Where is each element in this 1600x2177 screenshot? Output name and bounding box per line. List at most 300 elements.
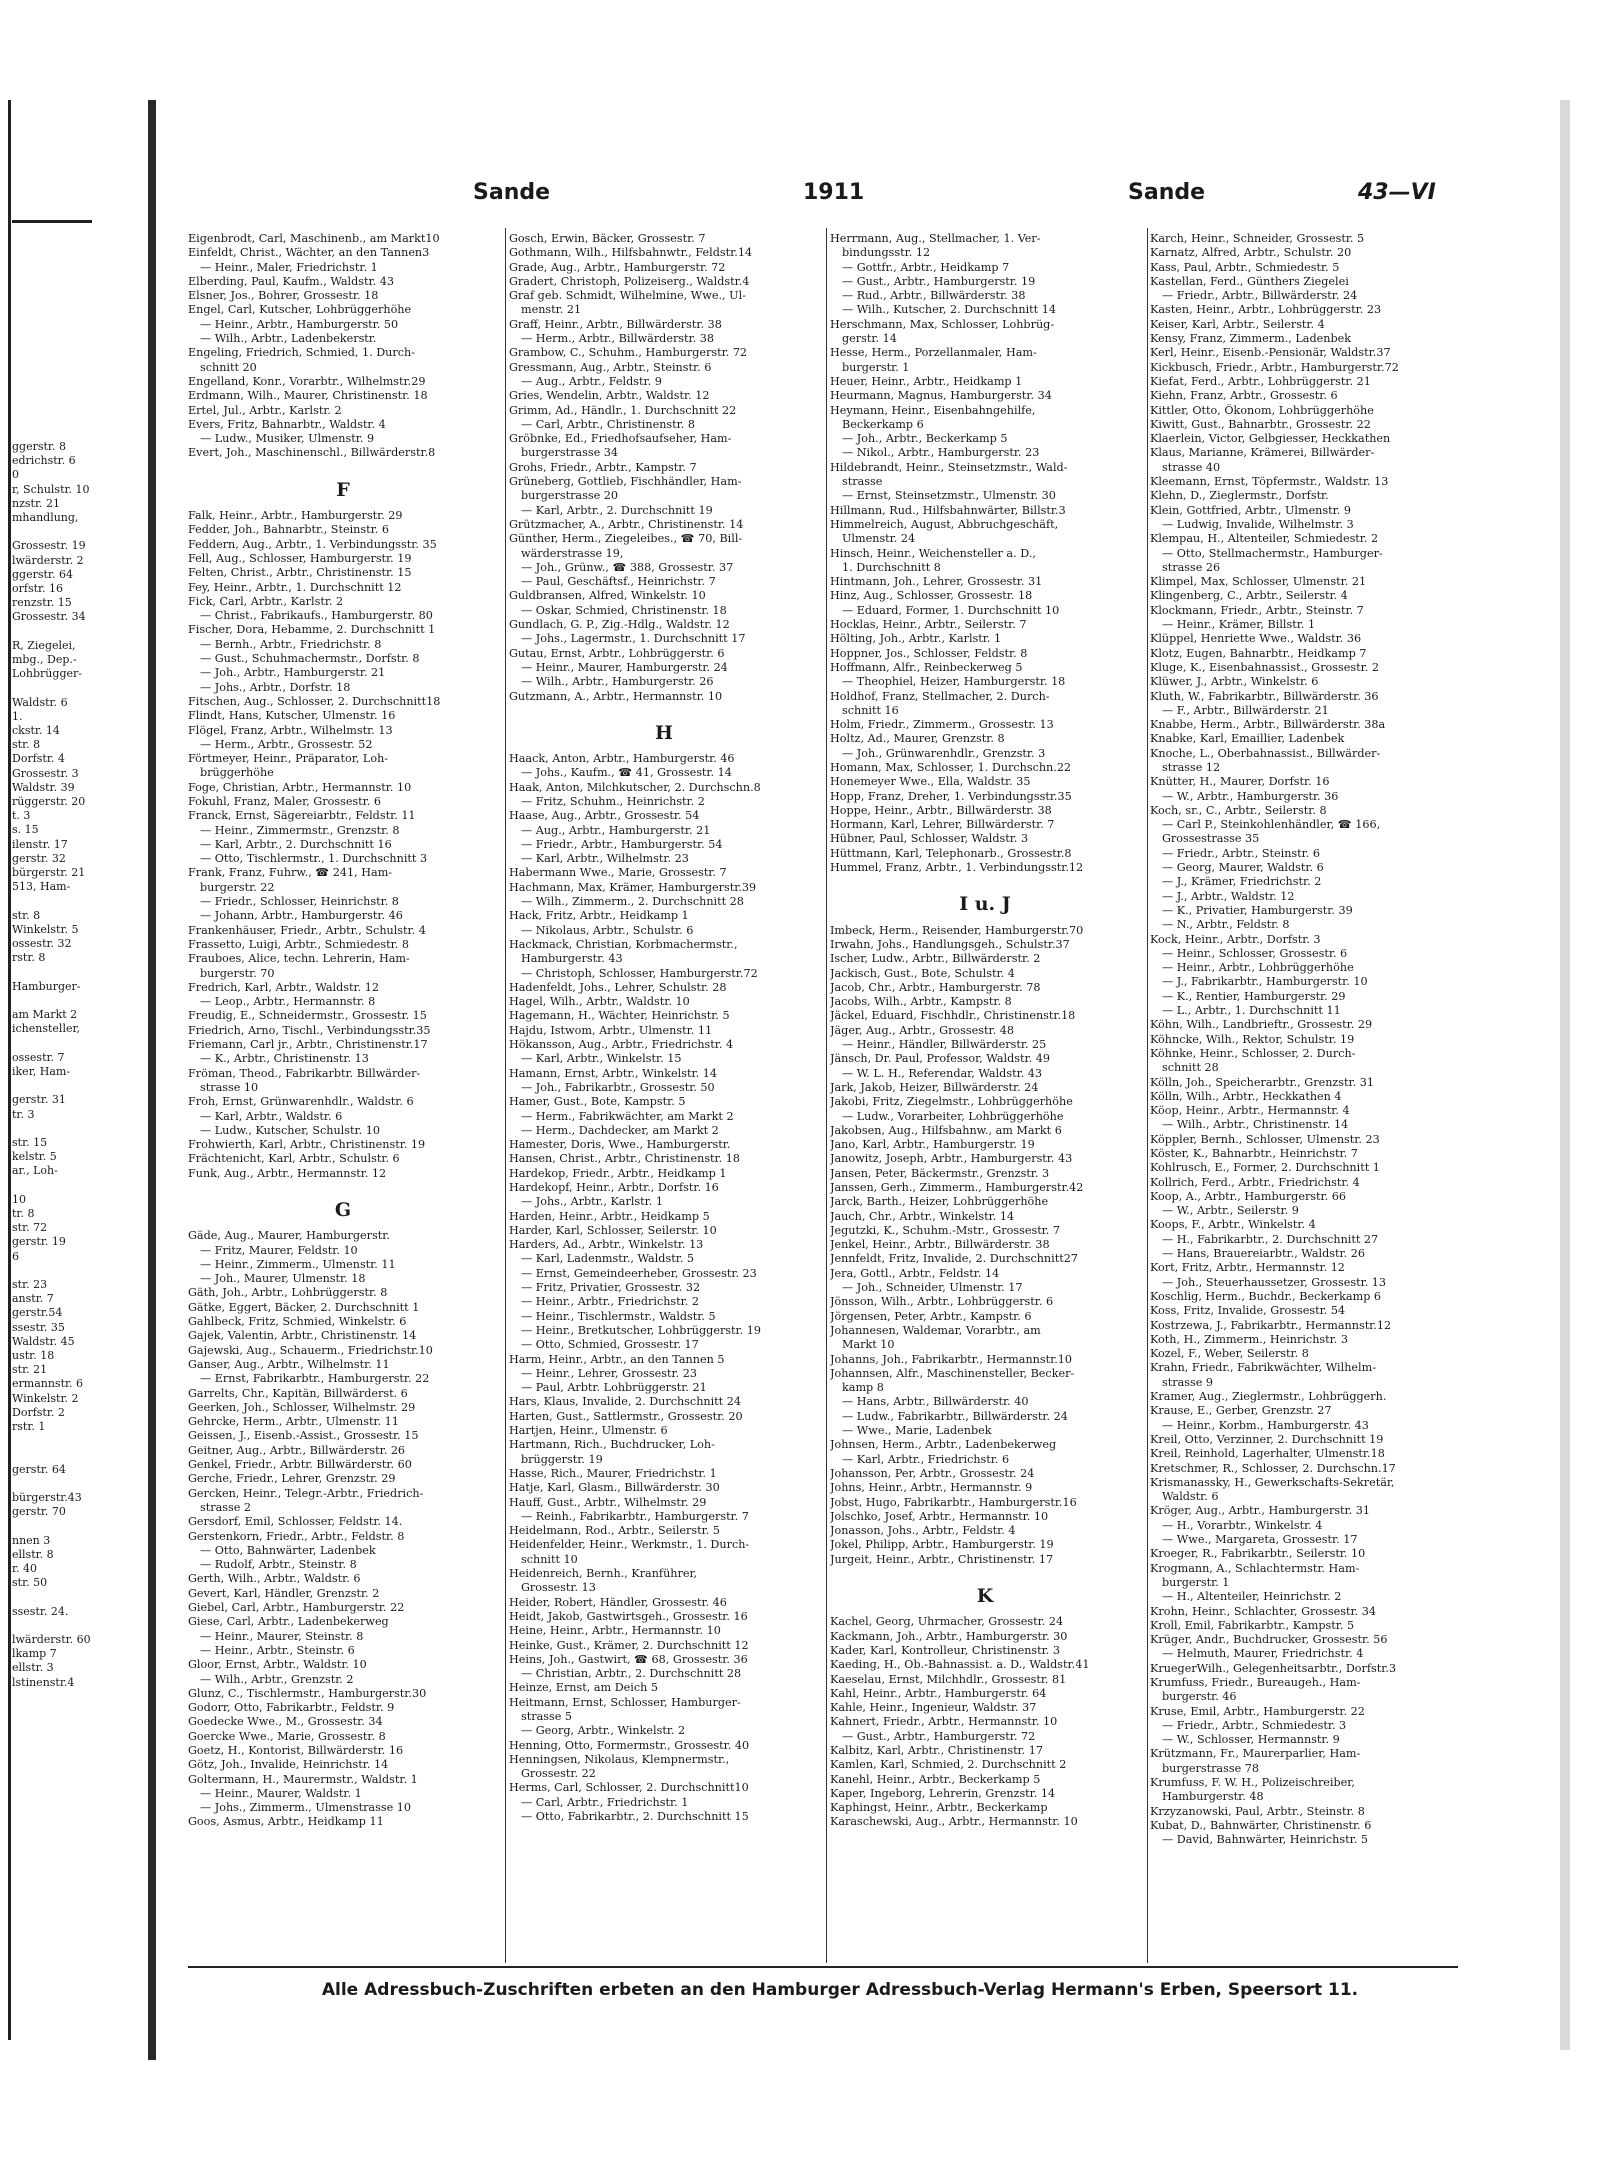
directory-entry: Jäger, Aug., Arbtr., Grossestr. 48: [830, 1023, 1014, 1037]
directory-entry: — Paul, Arbtr. Lohbrüggerstr. 21: [521, 1381, 707, 1395]
directory-entry: strasse 2: [200, 1500, 252, 1514]
directory-entry: Knabke, Karl, Emaillier, Ladenbek: [1150, 732, 1345, 746]
directory-entry: Frank, Franz, Fuhrw., ☎ 241, Ham-: [188, 866, 393, 880]
directory-entry: — Hans, Arbtr., Billwärderstr. 40: [842, 1395, 1029, 1409]
directory-entry: Harders, Ad., Arbtr., Winkelstr. 13: [509, 1238, 704, 1252]
edge-fragment: [12, 1037, 122, 1051]
directory-entry: Klaerlein, Victor, Gelbgiesser, Heckkathen: [1150, 432, 1391, 446]
edge-fragment: gerstr. 19: [12, 1235, 66, 1249]
edge-fragment: gerstr.54: [12, 1306, 63, 1320]
directory-entry: — Johs., Arbtr., Dorfstr. 18: [200, 680, 351, 694]
directory-entry: — Friedr., Schlosser, Heinrichstr. 8: [200, 895, 399, 909]
directory-entry: Gätke, Eggert, Bäcker, 2. Durchschnitt 1: [188, 1300, 420, 1314]
edge-fragment: str. 8: [12, 908, 41, 922]
directory-entry: — K., Arbtr., Christinenstr. 13: [200, 1052, 369, 1066]
directory-entry: Kickbusch, Friedr., Arbtr., Hamburgerstr.72: [1150, 360, 1399, 374]
edge-fragment: nzstr. 21: [12, 496, 60, 510]
directory-entry: schnitt 20: [200, 360, 257, 374]
directory-entry: Hansen, Christ., Arbtr., Christinenstr. 18: [509, 1152, 741, 1166]
directory-entry: Frächtenicht, Karl, Arbtr., Schulstr. 6: [188, 1152, 400, 1166]
directory-entry: burgerstr. 1: [842, 360, 910, 374]
directory-entry: Gäth, Joh., Arbtr., Lohbrüggerstr. 8: [188, 1286, 388, 1300]
directory-entry: — Johs., Arbtr., Karlstr. 1: [521, 1195, 663, 1209]
edge-fragment: [12, 1179, 122, 1193]
directory-entry: Jansen, Peter, Bäckermstr., Grenzstr. 3: [830, 1166, 1050, 1180]
directory-entry: — Karl, Arbtr., Friedrichstr. 6: [842, 1452, 1010, 1466]
directory-entry: Ischer, Ludw., Arbtr., Billwärderstr. 2: [830, 952, 1041, 966]
directory-entry: — Otto, Bahnwärter, Ladenbek: [200, 1543, 376, 1557]
directory-entry: Kollrich, Ferd., Arbtr., Friedrichstr. 4: [1150, 1175, 1360, 1189]
directory-entry: Jörgensen, Peter, Arbtr., Kampstr. 6: [830, 1309, 1032, 1323]
directory-entry: Fokuhl, Franz, Maler, Grossestr. 6: [188, 794, 382, 808]
directory-entry: — Heinr., Tischlermstr., Waldstr. 5: [521, 1309, 716, 1323]
directory-entry: Hars, Klaus, Invalide, 2. Durchschnitt 24: [509, 1395, 741, 1409]
directory-entry: — Friedr., Arbtr., Billwärderstr. 24: [1162, 289, 1358, 303]
directory-entry: Gahlbeck, Fritz, Schmied, Winkelstr. 6: [188, 1315, 407, 1329]
section-letter: F: [336, 478, 350, 501]
edge-fragment: [12, 625, 122, 639]
directory-entry: Kretschmer, R., Schlosser, 2. Durchschn.17: [1150, 1461, 1396, 1475]
directory-entry: Grade, Aug., Arbtr., Hamburgerstr. 72: [509, 260, 726, 274]
directory-entry: Johnsen, Herm., Arbtr., Ladenbekerweg: [830, 1438, 1057, 1452]
directory-entry: Gressmann, Aug., Arbtr., Steinstr. 6: [509, 360, 712, 374]
directory-entry: Falk, Heinr., Arbtr., Hamburgerstr. 29: [188, 509, 403, 523]
directory-entry: — Joh., Steuerhaussetzer, Grossestr. 13: [1162, 1275, 1387, 1289]
directory-entry: Franck, Ernst, Sägereiarbtr., Feldstr. 11: [188, 809, 416, 823]
directory-entry: — Oskar, Schmied, Christinenstr. 18: [521, 603, 727, 617]
directory-entry: Hesse, Herm., Porzellanmaler, Ham-: [830, 346, 1037, 360]
edge-fragment: 10: [12, 1192, 26, 1206]
directory-entry: — Heinr., Maler, Friedrichstr. 1: [200, 260, 378, 274]
directory-entry: — Gust., Arbtr., Hamburgerstr. 72: [842, 1729, 1036, 1743]
directory-entry: — Christian, Arbtr., 2. Durchschnitt 28: [521, 1667, 742, 1681]
directory-entry: — Georg, Maurer, Waldstr. 6: [1162, 861, 1324, 875]
directory-entry: — Hans, Brauereiarbtr., Waldstr. 26: [1162, 1247, 1365, 1261]
directory-entry: Honemeyer Wwe., Ella, Waldstr. 35: [830, 775, 1031, 789]
directory-entry: — W., Schlosser, Hermannstr. 9: [1162, 1733, 1340, 1747]
directory-entry: Koch, sr., C., Arbtr., Seilerstr. 8: [1150, 803, 1327, 817]
directory-entry: Jäckel, Eduard, Fischhdlr., Christinenstr.18: [830, 1009, 1076, 1023]
directory-entry: Hüttmann, Karl, Telephonarb., Grossestr.8: [830, 846, 1072, 860]
directory-entry: Hildebrandt, Heinr., Steinsetzmstr., Wald-: [830, 460, 1068, 474]
edge-fragment: rüggerstr. 20: [12, 795, 86, 809]
directory-entry: — Joh., Grünwarenhdlr., Grenzstr. 3: [842, 746, 1046, 760]
directory-entry: Kroeger, R., Fabrikarbtr., Seilerstr. 10: [1150, 1547, 1366, 1561]
directory-entry: brüggerstr. 19: [521, 1452, 603, 1466]
directory-entry: Hagel, Wilh., Arbtr., Waldstr. 10: [509, 995, 690, 1009]
directory-entry: — Ernst, Fabrikarbtr., Hamburgerstr. 22: [200, 1372, 430, 1386]
directory-entry: Klingenberg, C., Arbtr., Seilerstr. 4: [1150, 589, 1348, 603]
edge-fragment: am Markt 2: [12, 1008, 78, 1022]
edge-fragment: s. 15: [12, 823, 39, 837]
directory-entry: — W. L. H., Referendar, Waldstr. 43: [842, 1066, 1043, 1080]
directory-entry: Waldstr. 6: [1162, 1490, 1219, 1504]
directory-entry: Erdmann, Wilh., Maurer, Christinenstr. 18: [188, 389, 428, 403]
directory-entry: — Gust., Schuhmachermstr., Dorfstr. 8: [200, 652, 420, 666]
directory-entry: Giebel, Carl, Arbtr., Hamburgerstr. 22: [188, 1601, 405, 1615]
directory-entry: Geerken, Joh., Schlosser, Wilhelmstr. 29: [188, 1400, 416, 1414]
directory-entry: Fischer, Dora, Hebamme, 2. Durchschnitt 1: [188, 623, 436, 637]
directory-entry: Kröger, Aug., Arbtr., Hamburgerstr. 31: [1150, 1504, 1371, 1518]
directory-entry: Haak, Anton, Milchkutscher, 2. Durchschn.8: [509, 780, 761, 794]
directory-entry: Genkel, Friedr., Arbtr. Billwärderstr. 60: [188, 1458, 412, 1472]
directory-entry: — Georg, Arbtr., Winkelstr. 2: [521, 1724, 686, 1738]
directory-entry: Holdhof, Franz, Stellmacher, 2. Durch-: [830, 689, 1050, 703]
edge-fragment: str. 72: [12, 1221, 48, 1235]
directory-entry: Foge, Christian, Arbtr., Hermannstr. 10: [188, 780, 412, 794]
directory-entry: Gäde, Aug., Maurer, Hamburgerstr.: [188, 1229, 390, 1243]
directory-entry: Heidt, Jakob, Gastwirtsgeh., Grossestr. 16: [509, 1609, 748, 1623]
directory-entry: Gajewski, Aug., Schauerm., Friedrichstr.10: [188, 1343, 433, 1357]
directory-entry: Gries, Wendelin, Arbtr., Waldstr. 12: [509, 389, 710, 403]
directory-entry: Evert, Joh., Maschinenschl., Billwärderstr.8: [188, 446, 436, 460]
edge-fragment: lkamp 7: [12, 1647, 57, 1661]
directory-entry: Klüwer, J., Arbtr., Winkelstr. 6: [1150, 675, 1319, 689]
directory-entry: Heuer, Heinr., Arbtr., Heidkamp 1: [830, 374, 1023, 388]
directory-entry: Johannsen, Alfr., Maschinensteller, Becker-: [830, 1366, 1075, 1380]
directory-entry: Jacob, Chr., Arbtr., Hamburgerstr. 78: [830, 980, 1041, 994]
directory-entry: Köster, K., Bahnarbtr., Heinrichstr. 7: [1150, 1147, 1358, 1160]
directory-entry: Grützmacher, A., Arbtr., Christinenstr. 14: [509, 517, 744, 531]
directory-entry: Krumfuss, F. W. H., Polizeischreiber,: [1150, 1776, 1355, 1790]
directory-entry: Frohwierth, Karl, Arbtr., Christinenstr. 19: [188, 1138, 426, 1152]
directory-entry: Koops, F., Arbtr., Winkelstr. 4: [1150, 1218, 1316, 1232]
directory-entry: — Bernh., Arbtr., Friedrichstr. 8: [200, 637, 382, 651]
directory-entry: strasse: [842, 475, 883, 489]
directory-entry: — Joh., Maurer, Ulmenstr. 18: [200, 1272, 366, 1286]
directory-entry: Hillmann, Rud., Hilfsbahnwärter, Billstr.3: [830, 503, 1066, 517]
directory-entry: Kort, Fritz, Arbtr., Hermannstr. 12: [1150, 1261, 1345, 1275]
directory-entry: Elsner, Jos., Bohrer, Grossestr. 18: [188, 289, 379, 303]
directory-entry: — Heinr., Maurer, Waldstr. 1: [200, 1786, 362, 1800]
directory-entry: — Johs., Kaufm., ☎ 41, Grossestr. 14: [521, 766, 732, 780]
directory-entry: Köppler, Bernh., Schlosser, Ulmenstr. 23: [1150, 1132, 1380, 1146]
directory-entry: Kamlen, Karl, Schmied, 2. Durchschnitt 2: [830, 1758, 1067, 1772]
directory-entry: — J., Fabrikarbtr., Hamburgerstr. 10: [1162, 975, 1368, 989]
directory-entry: — Joh., Arbtr., Hamburgerstr. 21: [200, 666, 386, 680]
directory-entry: Frassetto, Luigi, Arbtr., Schmiedestr. 8: [188, 937, 409, 951]
directory-entry: Kalbitz, Karl, Arbtr., Christinenstr. 17: [830, 1743, 1044, 1757]
directory-entry: — Theophiel, Heizer, Hamburgerstr. 18: [842, 675, 1066, 689]
directory-entry: — Ludw., Fabrikarbtr., Billwärderstr. 24: [842, 1409, 1068, 1423]
directory-entry: — Gust., Arbtr., Hamburgerstr. 19: [842, 274, 1036, 288]
directory-entry: — Herm., Fabrikwächter, am Markt 2: [521, 1109, 734, 1123]
edge-fragment: 513, Ham-: [12, 880, 71, 894]
edge-fragment: Winkelstr. 2: [12, 1391, 79, 1405]
directory-entry: — Joh., Schneider, Ulmenstr. 17: [842, 1281, 1023, 1295]
directory-entry: Hübner, Paul, Schlosser, Waldstr. 3: [830, 832, 1029, 846]
directory-entry: Götz, Joh., Invalide, Heinrichstr. 14: [188, 1758, 389, 1772]
directory-entry: Kasten, Heinr., Arbtr., Lohbrüggerstr. 23: [1150, 303, 1382, 317]
directory-entry: — Karl, Arbtr., Winkelstr. 15: [521, 1052, 682, 1066]
edge-fragment: [12, 1079, 122, 1093]
edge-fragment: ossestr. 7: [12, 1050, 65, 1064]
directory-entry: Feddern, Aug., Arbtr., 1. Verbindungsstr. 35: [188, 537, 437, 551]
edge-fragment: orfstr. 16: [12, 582, 64, 596]
directory-entry: Jakobi, Fritz, Ziegelmstr., Lohbrüggerhöhe: [830, 1095, 1073, 1109]
edge-fragment: [12, 1590, 122, 1604]
directory-entry: Hormann, Karl, Lehrer, Billwärderstr. 7: [830, 818, 1055, 832]
directory-entry: Holtz, Ad., Maurer, Grenzstr. 8: [830, 732, 1005, 746]
directory-entry: Heitmann, Ernst, Schlosser, Hamburger-: [509, 1695, 741, 1709]
directory-entry: Frankenhäuser, Friedr., Arbtr., Schulstr. 4: [188, 923, 426, 937]
directory-entry: Jenkel, Heinr., Arbtr., Billwärderstr. 38: [830, 1238, 1050, 1252]
directory-entry: KruegerWilh., Gelegenheitsarbtr., Dorfstr.3: [1150, 1661, 1397, 1675]
directory-entry: Kroll, Emil, Fabrikarbtr., Kampstr. 5: [1150, 1618, 1355, 1632]
edge-fragment: mhandlung,: [12, 511, 79, 525]
directory-entry: Hölting, Joh., Arbtr., Karlstr. 1: [830, 632, 1002, 646]
directory-entry: Kahl, Heinr., Arbtr., Hamburgerstr. 64: [830, 1686, 1047, 1700]
directory-entry: Johanns, Joh., Fabrikarbtr., Hermannstr.10: [830, 1352, 1073, 1366]
edge-fragment: Lohbrügger-: [12, 667, 82, 681]
directory-entry: Grohs, Friedr., Arbtr., Kampstr. 7: [509, 460, 697, 474]
directory-entry: — Ernst, Steinsetzmstr., Ulmenstr. 30: [842, 489, 1056, 503]
directory-entry: Kreil, Otto, Verzinner, 2. Durchschnitt 19: [1150, 1432, 1384, 1446]
directory-entry: — Heinr., Arbtr., Lohbrüggerhöhe: [1162, 961, 1354, 975]
directory-entry: — Wilh., Arbtr., Hamburgerstr. 26: [521, 675, 714, 689]
edge-fragment: [12, 1434, 122, 1448]
directory-entry: — Fritz, Schuhm., Heinrichstr. 2: [521, 794, 705, 808]
edge-fragment: [12, 1477, 122, 1491]
directory-entry: — Herm., Arbtr., Billwärderstr. 38: [521, 332, 714, 346]
directory-entry: Gloor, Ernst, Arbtr., Waldstr. 10: [188, 1658, 367, 1672]
directory-entry: Hoppner, Jos., Schlosser, Feldstr. 8: [830, 646, 1028, 660]
directory-entry: Krismanassky, H., Gewerkschafts-Sekretär,: [1150, 1475, 1395, 1489]
directory-entry: Jera, Gottl., Arbtr., Feldstr. 14: [830, 1266, 1000, 1280]
edge-fragment: ckstr. 14: [12, 724, 60, 738]
directory-entry: — Wilh., Zimmerm., 2. Durchschnitt 28: [521, 895, 744, 909]
directory-entry: Froh, Ernst, Grünwarenhdlr., Waldstr. 6: [188, 1095, 414, 1109]
directory-entry: burgerstr. 1: [1162, 1575, 1230, 1589]
directory-entry: — Helmuth, Maurer, Friedrichstr. 4: [1162, 1647, 1364, 1661]
directory-entry: Gersdorf, Emil, Schlosser, Feldstr. 14.: [188, 1515, 403, 1529]
directory-entry: — Karl, Arbtr., 2. Durchschnitt 16: [200, 837, 392, 851]
directory-entry: Friedrich, Arno, Tischl., Verbindungsstr.35: [188, 1023, 431, 1037]
directory-entry: Hintmann, Joh., Lehrer, Grossestr. 31: [830, 575, 1043, 589]
edge-fragment: [12, 966, 122, 980]
section-letter: K: [976, 1585, 994, 1608]
directory-entry: strasse 9: [1162, 1375, 1214, 1389]
edge-fragment: Dorfstr. 4: [12, 752, 65, 766]
directory-entry: Giese, Carl, Arbtr., Ladenbekerweg: [188, 1615, 389, 1629]
directory-entry: — Nikol., Arbtr., Hamburgerstr. 23: [842, 446, 1040, 460]
directory-entry: Krützmann, Fr., Maurerparlier, Ham-: [1150, 1747, 1361, 1761]
directory-entry: Henning, Otto, Formermstr., Grossestr. 40: [509, 1738, 750, 1752]
directory-entry: — Carl, Arbtr., Friedrichstr. 1: [521, 1795, 689, 1809]
directory-entry: — Fritz, Privatier, Grossestr. 32: [521, 1281, 701, 1295]
directory-entry: strasse 10: [200, 1080, 259, 1094]
directory-entry: Kittler, Otto, Ökonom, Lohbrüggerhöhe: [1150, 403, 1374, 417]
directory-entry: — Reinh., Fabrikarbtr., Hamburgerstr. 7: [521, 1509, 749, 1523]
directory-entry: Hackmack, Christian, Korbmachermstr.,: [509, 937, 738, 951]
directory-entry: — Aug., Arbtr., Hamburgerstr. 21: [521, 823, 711, 837]
directory-entry: Kanehl, Heinr., Arbtr., Beckerkamp 5: [830, 1772, 1041, 1786]
edge-fragment: kelstr. 5: [12, 1150, 57, 1164]
directory-entry: Harm, Heinr., Arbtr., an den Tannen 5: [509, 1352, 725, 1366]
directory-entry: Elberding, Paul, Kaufm., Waldstr. 43: [188, 274, 394, 288]
directory-entry: burgerstr. 46: [1162, 1690, 1237, 1704]
directory-entry: Heider, Robert, Händler, Grossestr. 46: [509, 1595, 727, 1609]
directory-column-4: [1150, 232, 1460, 1962]
directory-entry: Heinke, Gust., Krämer, 2. Durchschnitt 12: [509, 1638, 749, 1652]
edge-fragment: rstr. 8: [12, 951, 46, 965]
directory-entry: Graff, Heinr., Arbtr., Billwärderstr. 38: [509, 317, 722, 331]
directory-entry: — Rud., Arbtr., Billwärderstr. 38: [842, 289, 1026, 303]
edge-fragment: renzstr. 15: [12, 596, 72, 610]
directory-entry: bindungsstr. 12: [842, 246, 931, 260]
directory-entry: — Ludwig, Invalide, Wilhelmstr. 3: [1162, 517, 1354, 531]
directory-entry: Hauff, Gust., Arbtr., Wilhelmstr. 29: [509, 1495, 707, 1509]
directory-entry: — Fritz, Maurer, Feldstr. 10: [200, 1243, 358, 1257]
directory-entry: Jokel, Philipp, Arbtr., Hamburgerstr. 19: [830, 1538, 1054, 1552]
directory-entry: Godorr, Otto, Fabrikarbtr., Feldstr. 9: [188, 1701, 395, 1715]
left-page-rule: [12, 220, 92, 223]
directory-entry: Hatje, Karl, Glasm., Billwärderstr. 30: [509, 1481, 720, 1495]
directory-entry: Imbeck, Herm., Reisender, Hamburgerstr.70: [830, 923, 1084, 937]
edge-fragment: [12, 1519, 122, 1533]
header-year: 1911: [803, 180, 865, 205]
directory-entry: Knoche, L., Oberbahnassist., Billwärder-: [1150, 746, 1381, 760]
directory-entry: — Herm., Dachdecker, am Markt 2: [521, 1123, 719, 1137]
directory-entry: Hökansson, Aug., Arbtr., Friedrichstr. 4: [509, 1038, 734, 1052]
directory-entry: — Eduard, Former, 1. Durchschnitt 10: [842, 603, 1060, 617]
footer-rule: [188, 1966, 1458, 1968]
directory-entry: Kass, Paul, Arbtr., Schmiedestr. 5: [1150, 260, 1340, 274]
directory-entry: Knabbe, Herm., Arbtr., Billwärderstr. 38a: [1150, 718, 1386, 732]
directory-entry: Hinsch, Heinr., Weichensteller a. D.,: [830, 546, 1036, 560]
directory-entry: Kackmann, Joh., Arbtr., Hamburgerstr. 30: [830, 1629, 1068, 1643]
directory-entry: burgerstr. 22: [200, 880, 275, 894]
directory-entry: Johannesen, Waldemar, Vorarbtr., am: [830, 1323, 1041, 1337]
directory-entry: Habermann Wwe., Marie, Grossestr. 7: [509, 866, 727, 880]
directory-entry: schnitt 16: [842, 703, 899, 717]
directory-entry: Markt 10: [842, 1338, 895, 1352]
directory-entry: Jarck, Barth., Heizer, Lohbrüggerhöhe: [830, 1195, 1049, 1209]
edge-fragment: Waldstr. 45: [12, 1334, 75, 1348]
directory-entry: schnitt 28: [1162, 1061, 1219, 1075]
directory-entry: menstr. 21: [521, 303, 582, 317]
directory-entry: Friemann, Carl jr., Arbtr., Christinenstr.17: [188, 1038, 428, 1052]
directory-entry: — H., Altenteiler, Heinrichstr. 2: [1162, 1590, 1342, 1604]
directory-entry: Hinz, Aug., Schlosser, Grossestr. 18: [830, 589, 1033, 603]
directory-entry: Kölln, Wilh., Arbtr., Heckkathen 4: [1150, 1089, 1342, 1103]
directory-entry: Jurgeit, Heinr., Arbtr., Christinenstr. 17: [830, 1552, 1054, 1566]
directory-entry: — J., Arbtr., Waldstr. 12: [1162, 889, 1295, 903]
running-header: [188, 180, 1458, 214]
directory-entry: — Karl, Arbtr., Wilhelmstr. 23: [521, 852, 689, 866]
directory-entry: — Heinr., Maurer, Steinstr. 8: [200, 1629, 364, 1643]
directory-entry: Haack, Anton, Arbtr., Hamburgerstr. 46: [509, 752, 735, 766]
directory-entry: — Otto, Schmied, Grossestr. 17: [521, 1338, 699, 1352]
directory-entry: — Gottfr., Arbtr., Heidkamp 7: [842, 260, 1010, 274]
edge-fragment: r, Schulstr. 10: [12, 482, 90, 496]
directory-entry: Keiser, Karl, Arbtr., Seilerstr. 4: [1150, 317, 1325, 331]
directory-entry: Klein, Gottfried, Arbtr., Ulmenstr. 9: [1150, 503, 1351, 517]
edge-fragment: str. 23: [12, 1277, 48, 1291]
edge-fragment: ilenstr. 17: [12, 837, 68, 851]
directory-entry: Beckerkamp 6: [842, 417, 924, 431]
directory-entry: Jano, Karl, Arbtr., Hamburgerstr. 19: [830, 1138, 1035, 1152]
directory-entry: Kaphingst, Heinr., Arbtr., Beckerkamp: [830, 1801, 1048, 1815]
directory-entry: burgerstrasse 20: [521, 489, 618, 503]
edge-fragment: [12, 1264, 122, 1278]
edge-fragment: 0: [12, 468, 19, 482]
directory-entry: Guldbransen, Alfred, Winkelstr. 10: [509, 589, 706, 603]
directory-entry: Hasse, Rich., Maurer, Friedrichstr. 1: [509, 1466, 717, 1480]
directory-entry: — Herm., Arbtr., Grossestr. 52: [200, 737, 373, 751]
directory-entry: burgerstrasse 78: [1162, 1761, 1259, 1775]
directory-entry: — Nikolaus, Arbtr., Schulstr. 6: [521, 923, 694, 937]
directory-entry: — Wilh., Arbtr., Christinenstr. 14: [1162, 1118, 1349, 1132]
directory-entry: Gevert, Karl, Händler, Grenzstr. 2: [188, 1586, 380, 1600]
directory-entry: Ulmenstr. 24: [842, 532, 916, 546]
directory-entry: Henningsen, Nikolaus, Klempnermstr.,: [509, 1752, 730, 1766]
directory-entry: Kruse, Emil, Arbtr., Hamburgerstr. 22: [1150, 1704, 1365, 1718]
directory-entry: — Otto, Tischlermstr., 1. Durchschnitt 3: [200, 852, 428, 866]
edge-fragment: ermannstr. 6: [12, 1377, 84, 1391]
binding-spine: [148, 100, 156, 2060]
directory-entry: — Friedr., Arbtr., Schmiedestr. 3: [1162, 1718, 1347, 1732]
directory-entry: Heidenreich, Bernh., Kranführer,: [509, 1567, 698, 1581]
directory-entry: — Heinr., Arbtr., Friedrichstr. 2: [521, 1295, 700, 1309]
directory-entry: Kensy, Franz, Zimmerm., Ladenbek: [1150, 332, 1352, 346]
directory-entry: Jark, Jakob, Heizer, Billwärderstr. 24: [830, 1080, 1039, 1094]
directory-entry: Kahle, Heinr., Ingenieur, Waldstr. 37: [830, 1701, 1037, 1715]
directory-entry: — Rudolf, Arbtr., Steinstr. 8: [200, 1558, 357, 1572]
edge-fragment: nnen 3: [12, 1533, 51, 1547]
directory-entry: 1. Durchschnitt 8: [842, 560, 941, 574]
directory-entry: Jonasson, Johs., Arbtr., Feldstr. 4: [830, 1524, 1016, 1538]
directory-entry: Klimpel, Max, Schlosser, Ulmenstr. 21: [1150, 575, 1367, 589]
directory-entry: Herrmann, Aug., Stellmacher, 1. Ver-: [830, 232, 1041, 245]
directory-entry: Hamester, Doris, Wwe., Hamburgerstr.: [509, 1138, 731, 1152]
directory-entry: strasse 40: [1162, 460, 1221, 474]
directory-entry: burgerstr. 70: [200, 966, 275, 980]
edge-fragment: gerstr. 32: [12, 851, 66, 865]
directory-entry: — Karl, Ladenmstr., Waldstr. 5: [521, 1252, 695, 1266]
directory-entry: strasse 5: [521, 1709, 573, 1723]
directory-entry: Förtmeyer, Heinr., Präparator, Loh-: [188, 752, 389, 766]
directory-entry: — Otto, Fabrikarbtr., 2. Durchschnitt 15: [521, 1810, 749, 1824]
directory-entry: Gröbnke, Ed., Friedhofsaufseher, Ham-: [509, 432, 732, 446]
directory-entry: Karaschewski, Aug., Arbtr., Hermannstr. 10: [830, 1815, 1078, 1829]
edge-fragment: [12, 1619, 122, 1633]
directory-entry: Fey, Heinr., Arbtr., 1. Durchschnitt 12: [188, 580, 402, 594]
edge-fragment: str. 8: [12, 738, 41, 752]
directory-entry: Felten, Christ., Arbtr., Christinenstr. 15: [188, 566, 412, 580]
directory-entry: Hopp, Franz, Dreher, 1. Verbindungsstr.35: [830, 789, 1072, 803]
directory-entry: Jönsson, Wilh., Arbtr., Lohbrüggerstr. 6: [830, 1295, 1054, 1309]
directory-entry: Jolschko, Josef, Arbtr., Hermannstr. 10: [830, 1509, 1049, 1523]
directory-entry: Hummel, Franz, Arbtr., 1. Verbindungsstr.12: [830, 861, 1084, 875]
directory-entry: Holm, Friedr., Zimmerm., Grossestr. 13: [830, 718, 1054, 732]
directory-entry: — Wilh., Kutscher, 2. Durchschnitt 14: [842, 303, 1056, 317]
directory-entry: Grossestr. 13: [521, 1581, 596, 1595]
edge-fragment: [12, 895, 122, 909]
directory-entry: Gehrcke, Herm., Arbtr., Ulmenstr. 11: [188, 1415, 399, 1429]
header-right-place: Sande: [1128, 180, 1206, 205]
edge-fragment: tr. 8: [12, 1206, 35, 1220]
directory-entry: burgerstrasse 34: [521, 446, 618, 460]
directory-entry: Engel, Carl, Kutscher, Lohbrüggerhöhe: [188, 303, 412, 317]
directory-entry: Heidenfelder, Heinr., Werkmstr., 1. Durch-: [509, 1538, 750, 1552]
directory-entry: Heinze, Ernst, am Deich 5: [509, 1681, 659, 1695]
edge-fragment: str. 50: [12, 1576, 48, 1590]
directory-entry: Kölln, Joh., Speicherarbtr., Grenzstr. 31: [1150, 1075, 1374, 1089]
section-letter: H: [655, 721, 673, 744]
edge-fragment: Grossestr. 34: [12, 610, 86, 624]
directory-entry: Harden, Heinr., Arbtr., Heidkamp 5: [509, 1209, 710, 1223]
